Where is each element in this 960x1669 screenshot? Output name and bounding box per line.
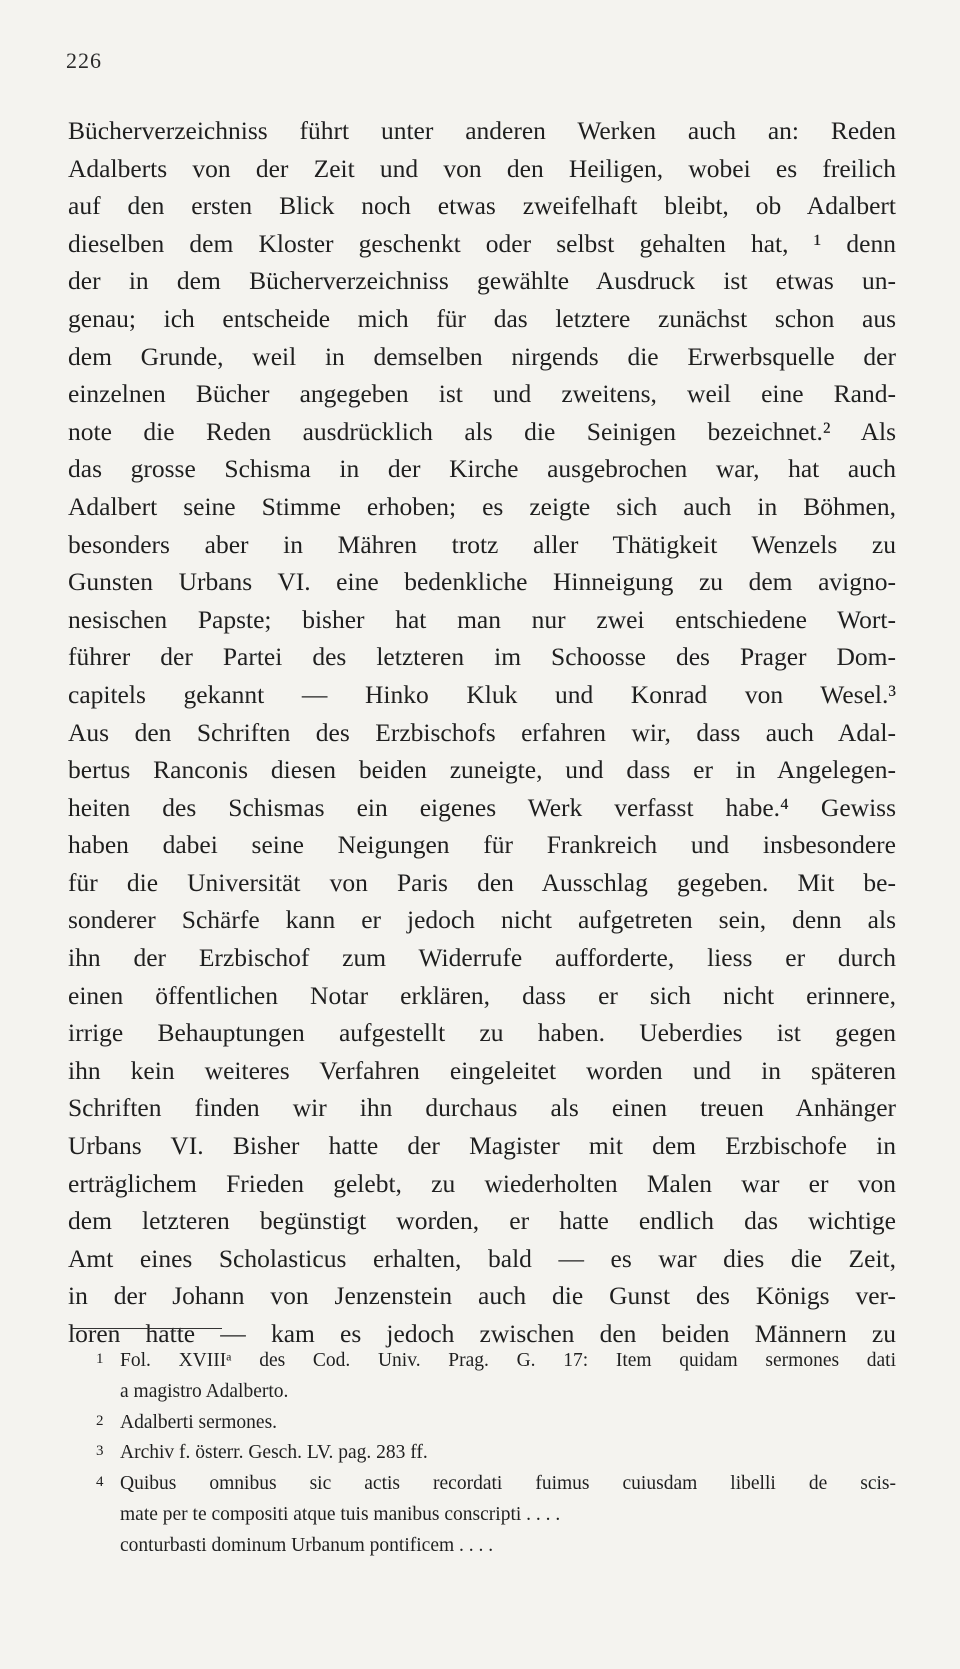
- body-line: loren hatte — kam es jedoch zwischen den beiden Männern zu: [68, 1319, 896, 1348]
- body-line: dieselben dem Kloster geschenkt oder selbst gehalten hat, ¹ denn: [68, 228, 896, 258]
- body-line: ihn kein weiteres Verfahren eingeleitet worden und in späteren: [68, 1055, 896, 1085]
- body-line: sonderer Schärfe kann er jedoch nicht aufgetreten sein, denn als: [68, 905, 896, 935]
- footnote-divider: [72, 1328, 222, 1329]
- body-line: Gunsten Urbans VI. eine bedenkliche Hinneigung zu dem avigno-: [68, 567, 896, 597]
- body-line: genau; ich entscheide mich für das letztere zunächst schon aus: [68, 303, 896, 333]
- body-line: irrige Behauptungen aufgestellt zu haben. Ueberdies ist gegen: [68, 1018, 896, 1048]
- body-line: auf den ersten Blick noch etwas zweifelhaft bleibt, ob Adalbert: [68, 191, 896, 221]
- body-line: der in dem Bücherverzeichniss gewählte Ausdruck ist etwas un-: [68, 266, 896, 296]
- footnote-number: 1: [96, 1351, 104, 1367]
- footnote-4-continued: mate per te compositi atque tuis manibus conscripti . . . .: [120, 1503, 561, 1525]
- footnotes: [96, 1346, 896, 1562]
- body-line: besonders aber in Mähren trotz aller Thätigkeit Wenzels zu: [68, 529, 896, 559]
- footnote-text: Quibus omnibus sic actis recordati fuimus cuiusdam libelli de scis-: [120, 1473, 896, 1495]
- body-line: capitels gekannt — Hinko Kluk und Konrad von Wesel.³: [68, 679, 896, 709]
- body-line: Schriften finden wir ihn durchaus als einen treuen Anhänger: [68, 1093, 896, 1123]
- body-line: dem letzteren begünstigt worden, er hatte endlich das wichtige: [68, 1206, 896, 1236]
- body-line: heiten des Schismas ein eigenes Werk verfasst habe.⁴ Gewiss: [68, 792, 896, 822]
- body-line: Amt eines Scholasticus erhalten, bald — es war dies die Zeit,: [68, 1243, 896, 1273]
- body-line: dem Grunde, weil in demselben nirgends die Erwerbsquelle der: [68, 341, 896, 371]
- body-line: bertus Ranconis diesen beiden zuneigte, und dass er in Angelegen-: [68, 755, 896, 785]
- footnote-number: 3: [96, 1443, 104, 1460]
- body-line: note die Reden ausdrücklich als die Seinigen bezeichnet.² Als: [68, 416, 896, 446]
- footnote-text: Adalberti sermones.: [120, 1411, 278, 1433]
- body-line: Urbans VI. Bisher hatte der Magister mit dem Erzbischofe in: [68, 1131, 896, 1161]
- body-line: nesischen Papste; bisher hat man nur zwei entschiedene Wort-: [68, 604, 896, 634]
- body-line: haben dabei seine Neigungen für Frankreich und insbesondere: [68, 830, 896, 860]
- body-line: ihn der Erzbischof zum Widerrufe aufforderte, liess er durch: [68, 943, 896, 973]
- body-line: Adalberts von der Zeit und von den Heiligen, wobei es freilich: [68, 153, 896, 183]
- body-line: das grosse Schisma in der Kirche ausgebrochen war, hat auch: [68, 454, 896, 484]
- body-line: führer der Partei des letzteren im Schoosse des Prager Dom-: [68, 642, 896, 672]
- footnote-3: [96, 1438, 896, 1469]
- footnote-1: [96, 1346, 896, 1377]
- footnote-4: [96, 1469, 896, 1500]
- body-line: Bücherverzeichniss führt unter anderen Werken auch an: Reden: [68, 116, 896, 145]
- footnote-text: Fol. XVIIIᵃ des Cod. Univ. Prag. G. 17: Item quidam sermones dati: [120, 1350, 896, 1371]
- footnote-2: [96, 1408, 896, 1439]
- page-number: 226: [66, 48, 102, 73]
- body-line: für die Universität von Paris den Ausschlag gegeben. Mit be-: [68, 867, 896, 897]
- body-line: einen öffentlichen Notar erklären, dass er sich nicht erinnere,: [68, 980, 896, 1010]
- footnote-1-continued: a magistro Adalberto.: [120, 1380, 289, 1402]
- body-line: Adalbert seine Stimme erhoben; es zeigte sich auch in Böhmen,: [68, 491, 896, 521]
- body-line: in der Johann von Jenzenstein auch die Gunst des Königs ver-: [68, 1281, 896, 1311]
- footnote-number: 2: [96, 1412, 104, 1429]
- footnote-number: 4: [96, 1474, 104, 1491]
- body-line: einzelnen Bücher angegeben ist und zweitens, weil eine Rand-: [68, 379, 896, 409]
- footnote-text: Archiv f. österr. Gesch. LV. pag. 283 ff.: [120, 1442, 428, 1464]
- body-text: [68, 112, 896, 1353]
- body-line: erträglichem Frieden gelebt, zu wiederholten Malen war er von: [68, 1168, 896, 1198]
- footnote-4-continued: conturbasti dominum Urbanum pontificem . . . .: [120, 1534, 494, 1556]
- body-line: Aus den Schriften des Erzbischofs erfahren wir, dass auch Adal-: [68, 717, 896, 747]
